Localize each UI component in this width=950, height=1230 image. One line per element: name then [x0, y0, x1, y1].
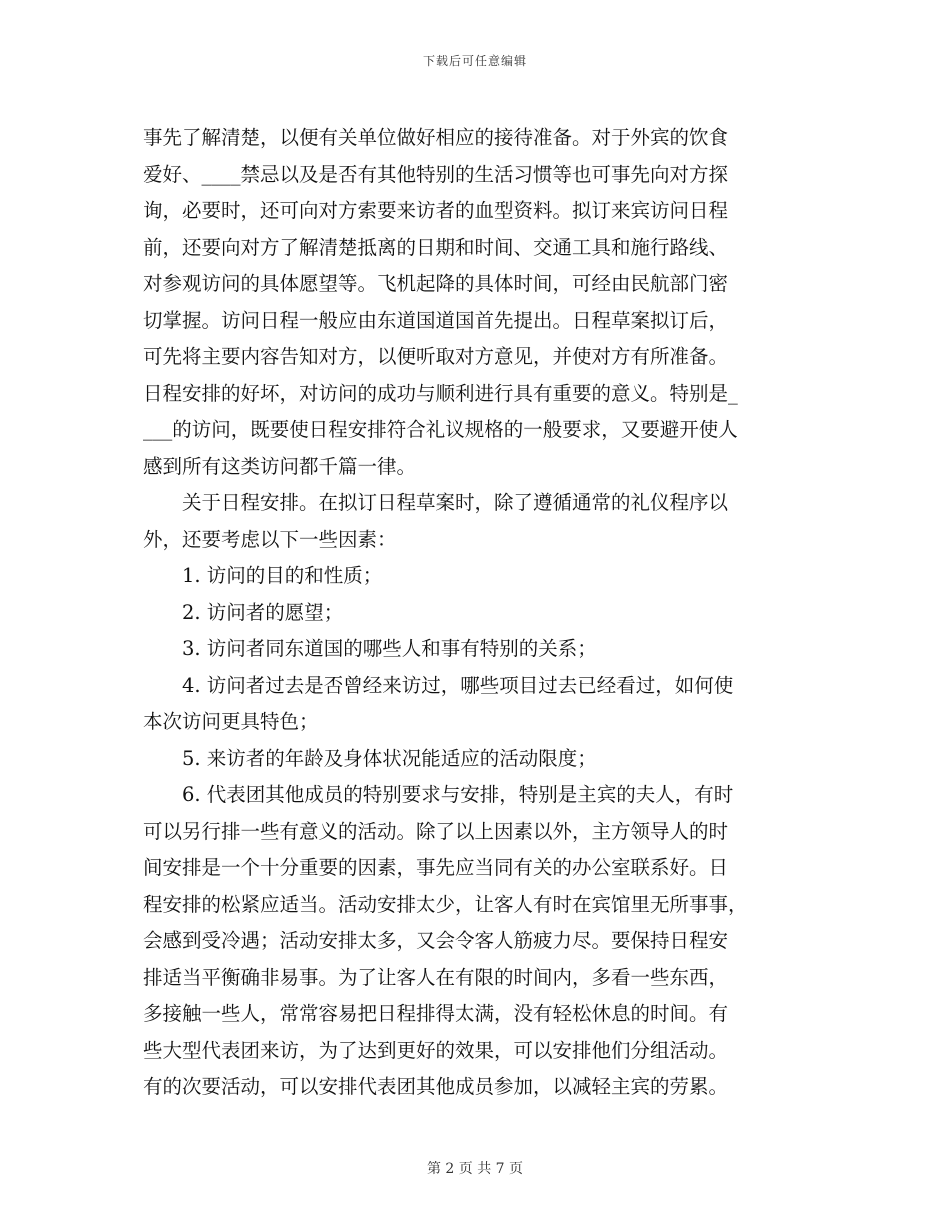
page-header-note: 下载后可任意编辑: [422, 54, 527, 68]
list-item-continuation: 些大型代表团来访，为了达到更好的效果，可以安排他们分组活动。: [143, 1038, 729, 1062]
factor-list: [143, 558, 813, 1106]
text-line: 询，必要时，还可向对方索要来访者的血型资料。拟订来宾访问日程: [143, 199, 729, 222]
list-item-continuation: 排适当平衡确非易事。为了让客人在有限的时间内，多看一些东西，: [143, 965, 729, 989]
list-item: 5. 来访者的年龄及身体状况能适应的活动限度；: [182, 746, 597, 770]
list-item-continuation: 多接触一些人，常常容易把日程排得太满，没有轻松休息的时间。有: [143, 1002, 729, 1025]
text-line: 外，还要考虑以下一些因素：: [143, 527, 397, 551]
text-line: 关于日程安排。在拟订日程草案时，除了遵循通常的礼仪程序以: [182, 491, 729, 514]
list-item: 3. 访问者同东道国的哪些人和事有特别的关系；: [182, 637, 597, 660]
text-line: 可先将主要内容告知对方，以便听取对方意见，并使对方有所准备。: [143, 345, 729, 368]
list-item-continuation: 可以另行排一些有意义的活动。除了以上因素以外，主方领导人的时: [143, 819, 729, 843]
list-item: 2. 访问者的愿望；: [182, 600, 344, 624]
list-item: 4. 访问者过去是否曾经来访过，哪些项目过去已经看过，如何使: [182, 673, 734, 697]
text-line: 感到所有这类访问都千篇一律。: [143, 454, 417, 478]
document-body: [143, 120, 813, 1106]
text-line: 前，还要向对方了解清楚抵离的日期和时间、交通工具和施行路线、: [143, 235, 729, 259]
list-item-continuation: 程安排的松紧应适当。活动安排太少，让客人有时在宾馆里无所事事，: [143, 892, 748, 916]
list-item: 6. 代表团其他成员的特别要求与安排，特别是主宾的夫人，有时: [182, 783, 734, 806]
text-line: ___的访问，既要使日程安排符合礼议规格的一般要求，又要避开使人: [143, 418, 738, 441]
text-line: 对参观访问的具体愿望等。飞机起降的具体时间，可经由民航部门密: [143, 272, 729, 295]
paragraph-1: [143, 120, 813, 485]
list-item-continuation: 有的次要活动，可以安排代表团其他成员参加，以减轻主宾的劳累。: [143, 1075, 729, 1098]
text-line: 切掌握。访问日程一般应由东道国道国首先提出。日程草案拟订后，: [143, 308, 729, 332]
text-line: 爱好、____禁忌以及是否有其他特别的生活习惯等也可事先向对方探: [143, 162, 729, 186]
list-item-continuation: 本次访问更具特色；: [143, 710, 319, 733]
paragraph-2: [143, 485, 813, 558]
list-item-continuation: 会感到受冷遇；活动安排太多，又会令客人筋疲力尽。要保持日程安: [143, 929, 729, 952]
list-item: 1. 访问的目的和性质；: [182, 564, 383, 587]
text-line: 日程安排的好坏，对访问的成功与顺利进行具有重要的意义。特别是_: [143, 381, 738, 405]
page-number: 第 2 页 共 7 页: [426, 1161, 524, 1177]
list-item-continuation: 间安排是一个十分重要的因素，事先应当同有关的办公室联系好。日: [143, 856, 729, 879]
text-line: 事先了解清楚，以便有关单位做好相应的接待准备。对于外宾的饮食: [143, 126, 729, 149]
